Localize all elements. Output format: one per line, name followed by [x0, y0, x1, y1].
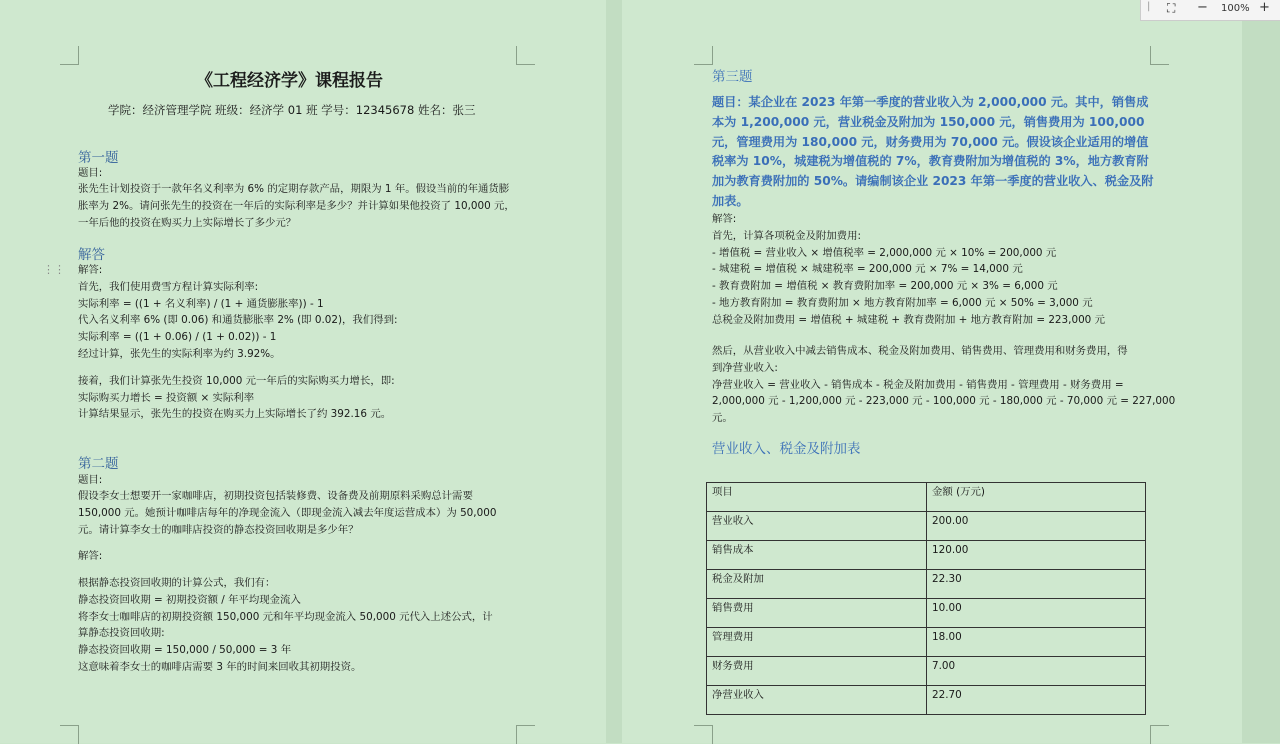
table-cell: 18.00 — [927, 628, 1146, 657]
answer-line: 根据静态投资回收期的计算公式，我们有： — [78, 577, 276, 589]
answer-line: 静态投资回收期 = 初期投资额 / 年平均现金流入 — [78, 593, 301, 606]
corner-mark — [694, 725, 713, 744]
q2-answer-label: 解答: — [78, 550, 103, 562]
report-title: 《工程经济学》课程报告 — [196, 71, 383, 91]
q3-problem-text: 题目：某企业在 2023 年第一季度的营业收入为 2,000,000 元。其中，销售成本为 1,200,000 元，营业税金及附加为 150,000 元，销售费用为 100,000 元，管理费用为 180,000 元，财务费用为 70,000 元。假设该企业适用的增值税率为 10%，城建税为增值税的 7%，教育费附加为增值税的 3%，地方教育附加为教育费附加的 50%。请编制该企业 2023 年第一季度的营业收入、税金及附加表。 — [712, 95, 1154, 208]
zoom-in-button[interactable]: + — [1259, 0, 1270, 15]
q3-answer-block-a — [712, 211, 1105, 329]
answer-line: 净营业收入 = 营业收入 - 销售成本 - 税金及附加费用 - 销售费用 - 管理费用 - 财务费用 = — [712, 378, 1124, 391]
table-row — [707, 686, 1146, 715]
answer-line: 这意味着李女士的咖啡店需要 3 年的时间来回收其初期投资。 — [78, 660, 362, 673]
table-cell: 22.30 — [927, 570, 1146, 599]
answer-line: - 地方教育附加 = 教育费附加 × 地方教育附加率 = 6,000 元 × 50% = 3,000 元 — [712, 296, 1093, 309]
table-cell: 10.00 — [927, 599, 1146, 628]
table-cell: 7.00 — [927, 657, 1146, 686]
answer-line: 解答: — [712, 213, 737, 225]
table-cell: 净营业收入 — [707, 686, 927, 715]
q1-answer-heading: 解答 — [78, 247, 105, 263]
answer-line: - 城建税 = 增值税 × 城建税率 = 200,000 元 × 7% = 14,000 元 — [712, 263, 1023, 276]
zoom-level[interactable]: 100% — [1221, 3, 1250, 14]
zoom-out-button[interactable]: − — [1197, 0, 1208, 15]
table-cell: 税金及附加 — [707, 570, 927, 599]
answer-line: 然后，从营业收入中减去销售成本、税金及附加费用、销售费用、管理费用和财务费用，得 — [712, 345, 1128, 357]
table-header-cell: 项目 — [707, 483, 927, 512]
table-row — [707, 657, 1146, 686]
table-cell: 财务费用 — [707, 657, 927, 686]
answer-line: 首先，我们使用费雪方程计算实际利率: — [78, 280, 259, 293]
separator-icon: | — [1147, 1, 1151, 12]
answer-line: - 教育费附加 = 增值税 × 教育费附加率 = 200,000 元 × 3% = 6,000 元 — [712, 280, 1058, 293]
right-margin-area — [1242, 0, 1280, 743]
corner-mark — [60, 725, 79, 744]
table-title: 营业收入、税金及附加表 — [712, 441, 861, 457]
table-row — [707, 541, 1146, 570]
answer-line: 总税金及附加费用 = 增值税 + 城建税 + 教育费附加 + 地方教育附加 = 223,000 元 — [712, 313, 1105, 326]
table-cell: 销售费用 — [707, 599, 927, 628]
answer-line: 到净营业收入: — [712, 361, 778, 374]
answer-line: 计算结果显示，张先生的投资在购买力上实际增长了约 392.16 元。 — [78, 408, 392, 421]
answer-line: 解答: — [78, 264, 103, 276]
answer-line: 2,000,000 元 - 1,200,000 元 - 223,000 元 - 100,000 元 - 180,000 元 - 70,000 元 = 227,000 — [712, 395, 1176, 408]
table-row — [707, 512, 1146, 541]
table-cell: 200.00 — [927, 512, 1146, 541]
table-header-cell: 金额 (万元) — [927, 483, 1146, 512]
q1-answer-block — [78, 262, 398, 423]
answer-line: 元。 — [712, 412, 733, 425]
q1-heading: 第一题 — [78, 150, 119, 166]
answer-line: 代入名义利率 6% (即 0.06) 和通货膨胀率 2% (即 0.02)，我们得到: — [78, 314, 398, 327]
q2-label: 题目: — [78, 474, 103, 486]
answer-line: 首先，计算各项税金及附加费用: — [712, 229, 861, 242]
q1-problem-text: 张先生计划投资于一款年名义利率为 6% 的定期存款产品，期限为 1 年。假设当前的年通货膨胀率为 2%。请问张先生的投资在一年后的实际利率是多少？并计算如果他投资了 10,000 元，一年后他的投资在购买力上实际增长了多少元？ — [78, 183, 515, 229]
table-cell: 22.70 — [927, 686, 1146, 715]
q2-answer-block — [78, 575, 493, 676]
table-cell: 销售成本 — [707, 541, 927, 570]
q2-problem-text: 假设李女士想要开一家咖啡店，初期投资包括装修费、设备费及前期原料采购总计需要 150,000 元。她预计咖啡店每年的净现金流入（即现金流入减去年度运营成本）为 50,000 元。请计算李女士的咖啡店投资的静态投资回收期是多少年？ — [78, 490, 497, 536]
corner-mark — [516, 725, 535, 744]
blank-line — [78, 363, 398, 373]
answer-line: - 增值税 = 营业收入 × 增值税率 = 2,000,000 元 × 10% = 200,000 元 — [712, 246, 1057, 259]
table-row — [707, 599, 1146, 628]
answer-line: 算静态投资回收期: — [78, 627, 165, 640]
income-table — [706, 482, 1146, 715]
zoom-toolbar — [1140, 0, 1280, 21]
table-row — [707, 570, 1146, 599]
q3-answer-block-b — [712, 343, 1175, 427]
table-row — [707, 628, 1146, 657]
answer-line: 实际购买力增长 = 投资额 × 实际利率 — [78, 391, 255, 404]
answer-line: 实际利率 = ((1 + 名义利率) / (1 + 通货膨胀率)) - 1 — [78, 297, 324, 310]
table-cell: 管理费用 — [707, 628, 927, 657]
answer-line: 接着，我们计算张先生投资 10,000 元一年后的实际购买力增长，即: — [78, 374, 395, 387]
q1-label: 题目: — [78, 167, 103, 179]
answer-line: 静态投资回收期 = 150,000 / 50,000 = 3 年 — [78, 644, 292, 657]
table-cell: 120.00 — [927, 541, 1146, 570]
corner-mark — [1150, 725, 1169, 744]
answer-line: 实际利率 = ((1 + 0.06) / (1 + 0.02)) - 1 — [78, 331, 277, 344]
page-gap — [606, 0, 622, 743]
answer-line: 将李女士咖啡店的初期投资额 150,000 元和年平均现金流入 50,000 元代入上述公式，计 — [78, 610, 493, 623]
report-subtitle: 学院：经济管理学院 班级：经济学 01 班 学号：12345678 姓名：张三 — [108, 103, 476, 117]
corner-mark — [694, 46, 713, 65]
q2-heading: 第二题 — [78, 456, 119, 472]
corner-mark — [60, 46, 79, 65]
q3-heading: 第三题 — [712, 69, 753, 85]
corner-mark — [1150, 46, 1169, 65]
table-header-row — [707, 483, 1146, 512]
drag-handle-icon[interactable]: ⋮⋮ — [43, 263, 65, 276]
corner-mark — [516, 46, 535, 65]
fit-page-icon[interactable]: ⛶ — [1167, 1, 1176, 15]
answer-line: 经过计算，张先生的实际利率为约 3.92%。 — [78, 347, 281, 360]
table-cell: 营业收入 — [707, 512, 927, 541]
